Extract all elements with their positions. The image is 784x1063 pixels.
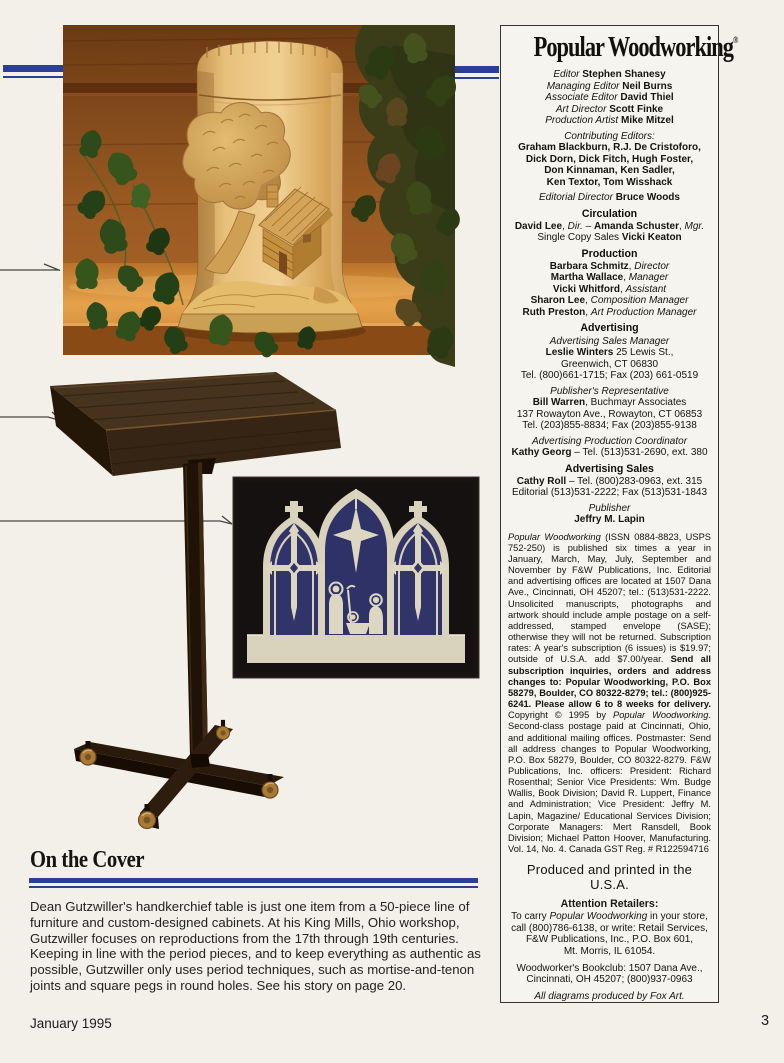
retailers-heading: Attention Retailers:	[560, 898, 659, 911]
text-line: Advertising Production Coordinator	[531, 435, 688, 447]
cover-description: Dean Gutzwiller's handkerchief table is just one item from a 50-piece line of furniture and custom-designed cabinets. At his King Mills, Ohio workshop, Gutzwiller focuses on reproductions from the 17th through 19th centuries. Keeping in line with the period pieces, and to keep everything as authentic as possible, Gutzwiller only uses period techniques, such as mortise-and-tenon joints and square pegs in round holes. See his story on page 20.	[30, 899, 481, 993]
masthead-credit-group	[508, 261, 711, 319]
text-line: Mt. Morris, IL 61054.	[563, 946, 656, 957]
text-line: call (800)786-6138, or write: Retail Services,	[511, 922, 708, 934]
text-line: Greenwich, CT 06830	[560, 358, 659, 370]
text-line: Production Artist Mike Mitzel	[545, 115, 674, 126]
text-line: Leslie Winters 25 Lewis St.,	[545, 347, 674, 359]
text-line: Editorial Director Bruce Woods	[539, 192, 680, 203]
text-line: 137 Rowayton Ave., Rowayton, CT 06853	[516, 408, 703, 420]
text-line: Advertising Sales Manager	[549, 335, 670, 347]
masthead-credit-group	[508, 192, 711, 204]
text-line: Contributing Editors:	[564, 130, 655, 142]
text-line: Single Copy Sales Vicki Keaton	[537, 232, 682, 244]
diagrams-credit	[508, 991, 711, 1003]
text-line: Managing Editor Neil Burns	[546, 80, 673, 92]
cover-photo	[63, 25, 455, 355]
masthead-credit-group	[508, 221, 711, 244]
retailers-info	[508, 911, 711, 957]
masthead-section-heading: Circulation	[581, 207, 638, 220]
masthead-credit-group	[508, 386, 711, 432]
text-line: Barbara Schmitz, Director	[549, 260, 670, 272]
text-line: All diagrams produced by Fox Art.	[534, 990, 685, 1002]
masthead-credit-group	[508, 436, 711, 459]
text-line: Associate Editor David Thiel	[545, 92, 674, 103]
text-line: Editor Stephen Shanesy	[553, 69, 666, 80]
text-line: Cincinnati, OH 45207; (800)937-0963	[526, 974, 693, 986]
text-line: Art Director Scott Finke	[555, 103, 664, 115]
text-line: David Lee, Dir. – Amanda Schuster, Mgr.	[514, 220, 705, 232]
text-line: Woodworker's Bookclub: 1507 Dana Ave.,	[516, 962, 703, 974]
publication-fine-print: Popular Woodworking (ISSN 0884-8823, USPS 752-250) is published six times a year in January, March, May, July, September and November by F&W Publications, Inc. Editorial and advertising offices are located at 1507 Dana Ave., Cincinnati, OH 45207; tel.: (513)531-2222. Unsolicited manuscripts, photographs and artwork should include ample postage on a self-addressed, stamped envelope (SASE); otherwise they will not be returned. Subscription rates: A year's subscription (6 issues) is $19.97; outside of U.S.A. add $7.00/year. Send all subscription inquiries, orders and address changes to: Popular Woodworking, P.O. Box 58279, Boulder, CO 80322-8279; tel.: (800)925-6241. Please allow 6 to 8 weeks for delivery. Copyright © 1995 by Popular Woodworking. Second-class postage paid at Cincinnati, Ohio, and additional mailing offices. Postmaster: Send all address changes to Popular Woodworking, P.O. Box 58279, Boulder, CO 80322-8279. F&W Publications, Inc. officers: President: Richard Rosenthal; Senior Vice Presidents: Wm. Budge Wallis, Book Division; David R. Luppert, Finance and Administration; Vice President: Jeffry M. Lapin, Magazine/ Educational Services Division; Corporate Managers: Mert Ransdell, Book Division; Michael Patton Hoover, Manufacturing. Vol. 14, No. 4. Canada GST Reg. # R122594716	[508, 531, 711, 855]
top-left-rule-thick	[3, 65, 64, 72]
cover-rule-thick	[29, 878, 478, 883]
text-line: F&W Publications, Inc., P.O. Box 601,	[525, 934, 694, 946]
text-line: Editorial (513)531-2222; Fax (513)531-1843	[511, 487, 708, 499]
text-line: Tel. (800)661-1715; Fax (203) 661-0519	[520, 370, 699, 382]
text-line: Tel. (203)855-8834; Fax (203)855-9138	[522, 420, 697, 432]
page-number: 3	[760, 1013, 770, 1029]
text-line: Don Kinnaman, Ken Sadler,	[544, 165, 675, 176]
registered-mark: ®	[732, 35, 739, 45]
masthead-credit-group	[508, 336, 711, 382]
text-line: Martha Wallace, Manager	[550, 272, 669, 284]
top-left-rule-thin	[3, 76, 64, 78]
on-the-cover-heading: On the Cover	[30, 847, 145, 873]
logo-text: Popular Woodworking	[533, 32, 733, 63]
magazine-logo	[508, 32, 739, 64]
text-line: Graham Blackburn, R.J. De Cristoforo,	[518, 142, 701, 153]
masthead-section-heading: Advertising Sales	[565, 462, 654, 475]
text-line: Publisher	[588, 502, 631, 514]
handkerchief-table-photo	[40, 364, 350, 842]
carved-vessel	[174, 41, 366, 342]
masthead-staff-listing	[508, 69, 711, 526]
text-line: Kathy Georg – Tel. (513)531-2690, ext. 380	[511, 447, 708, 459]
text-line: Bill Warren, Buchmayr Associates	[532, 397, 687, 409]
masthead-credit-group	[508, 503, 711, 526]
text-line: Vicki Whitford, Assistant	[552, 283, 667, 295]
cover-rule-thin	[29, 886, 478, 888]
table-post	[183, 462, 208, 756]
masthead-credit-group	[508, 131, 711, 189]
masthead-section-heading: Production	[581, 247, 638, 260]
text-line: Ruth Preston, Art Production Manager	[522, 306, 697, 318]
text-line: Sharon Lee, Composition Manager	[530, 295, 689, 307]
bookclub-info	[508, 963, 711, 986]
masthead-credit-group	[508, 69, 711, 127]
text-line: Ken Textor, Tom Wisshack	[546, 176, 673, 188]
masthead-column	[500, 25, 739, 1003]
issue-date: January 1995	[30, 1016, 112, 1031]
text-line: Jeffry M. Lapin	[574, 514, 645, 526]
text-line: To carry Popular Woodworking in your store,	[511, 911, 708, 923]
text-line: Cathy Roll – Tel. (800)283-0963, ext. 315	[516, 475, 703, 487]
masthead-credit-group	[508, 476, 711, 499]
text-line: Publisher's Representative	[550, 385, 669, 397]
masthead-section-heading: Advertising	[580, 322, 639, 335]
produced-line: Produced and printed in the U.S.A.	[526, 862, 693, 893]
text-line: Dick Dorn, Dick Fitch, Hugh Foster,	[525, 153, 694, 165]
